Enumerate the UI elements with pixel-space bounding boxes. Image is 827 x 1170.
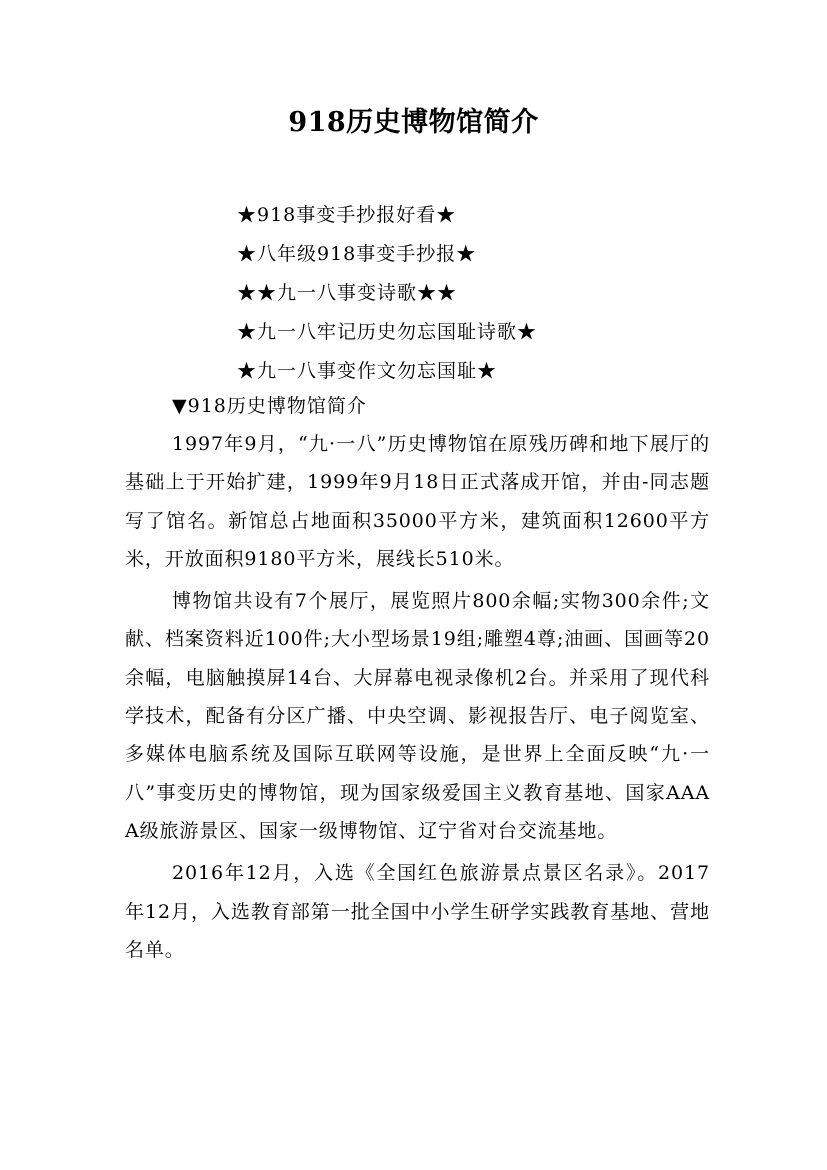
document-title: 918历史博物馆简介	[288, 107, 539, 138]
related-link-3[interactable]: ★★九一八事变诗歌★★	[237, 282, 458, 304]
related-link-1[interactable]: ★918事变手抄报好看★	[237, 204, 457, 226]
paragraph-3: 2016年12月，入选《全国红色旅游景点景区名录》。2017年12月，入选教育部第一批全国中小学生研学实践教育基地、营地名单。	[125, 862, 710, 961]
paragraph-1: 1997年9月，“九·一八”历史博物馆在原残历碑和地下展厅的基础上于开始扩建，1999年9月18日正式落成开馆，并由-同志题写了馆名。新馆总占地面积35000平方米，建筑面积12600平方米，开放面积9180平方米，展线长510米。	[125, 433, 710, 570]
related-link-4[interactable]: ★九一八牢记历史勿忘国耻诗歌★	[237, 321, 538, 343]
paragraph-2: 博物馆共设有7个展厅，展览照片800余幅;实物300余件;文献、档案资料近100件;大小型场景19组;雕塑4尊;油画、国画等20余幅，电脑触摸屏14台、大屏幕电视录像机2台。并采用了现代科学技术，配备有分区广播、中央空调、影视报告厅、电子阅览室、多媒体电脑系统及国际互联网等设施，是世界上全面反映“九·一八”事变历史的博物馆，现为国家级爱国主义教育基地、国家AAAA级旅游景区、国家一级博物馆、辽宁省对台交流基地。	[125, 590, 710, 842]
related-links	[237, 196, 537, 391]
related-link-5[interactable]: ★九一八事变作文勿忘国耻★	[237, 360, 498, 382]
related-link-2[interactable]: ★八年级918事变手抄报★	[237, 243, 477, 265]
section-heading: ▼918历史博物馆简介	[172, 395, 367, 417]
document-body	[125, 425, 710, 973]
